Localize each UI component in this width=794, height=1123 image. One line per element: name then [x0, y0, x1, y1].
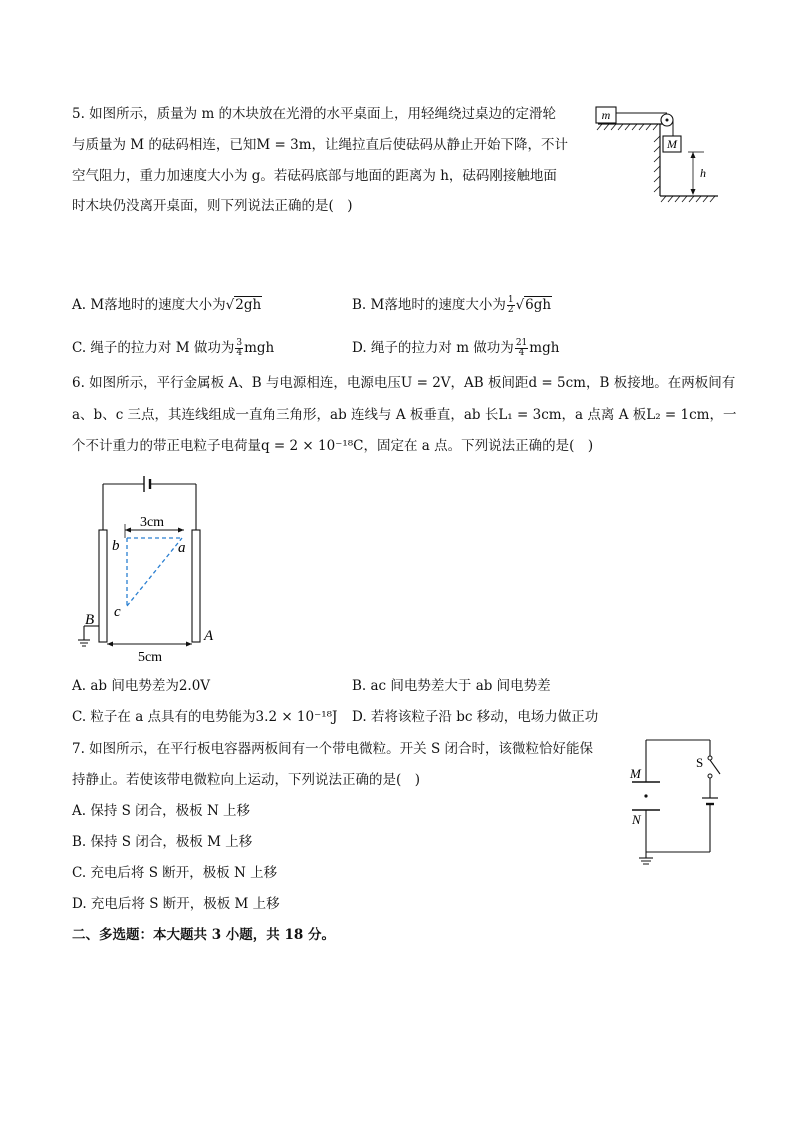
- q6-capacitor-figure: [70, 468, 230, 668]
- q5-label-M: M: [667, 137, 677, 151]
- q5-option-b[interactable]: B. M落地时的速度大小为 $\frac{1}{2}$ √6gh: [352, 295, 552, 315]
- q5-line-1: 5. 如图所示，质量为 m 的木块放在光滑的水平桌面上，用轻绳绕过桌边的定滑轮: [72, 106, 557, 122]
- q6-label-3cm: 3cm: [139, 515, 165, 530]
- q7-option-d[interactable]: D. 充电后将 S 断开，极板 M 上移: [72, 896, 280, 912]
- q6-option-c[interactable]: C. 粒子在 a 点具有的电势能为3.2 × 10⁻¹⁸J: [72, 709, 338, 725]
- q5-label-m: m: [601, 108, 611, 122]
- q6-line-2: a、b、c 三点，其连线组成一直角三角形，ab 连线与 A 板垂直，ab 长L₁ = 3cm，a 点离 A 板L₂ = 1cm，一: [72, 407, 737, 423]
- q6-line-3: 个不计重力的带正电粒子电荷量q = 2 × 10⁻¹⁸C，固定在 a 点。下列说法正确的是( ): [72, 438, 594, 454]
- q7-line-1: 7. 如图所示，在平行板电容器两板间有一个带电微粒。开关 S 闭合时，该微粒恰好能保: [72, 741, 594, 757]
- q7-label-M: M: [630, 766, 641, 781]
- q6-option-b[interactable]: B. ac 间电势差大于 ab 间电势差: [352, 678, 551, 694]
- q6-line-1: 6. 如图所示，平行金属板 A、B 与电源相连，电源电压U = 2V，AB 板间距d = 5cm，B 板接地。在两板间有: [72, 375, 736, 391]
- q6-label-5cm: 5cm: [137, 650, 163, 665]
- q7-option-c[interactable]: C. 充电后将 S 断开，极板 N 上移: [72, 865, 278, 881]
- q5-line-3: 空气阻力，重力加速度大小为 g。若砝码底部与地面的距离为 h，砝码刚接触地面: [72, 168, 557, 184]
- q7-label-N: N: [632, 812, 641, 827]
- q6-label-b: b: [112, 538, 120, 554]
- q7-label-S: S: [696, 755, 704, 770]
- q5-line-2: 与质量为 M 的砝码相连，已知M = 3m，让绳拉直后使砝码从静止开始下降，不计: [72, 137, 569, 153]
- q7-option-a[interactable]: A. 保持 S 闭合，极板 N 上移: [72, 803, 251, 819]
- q6-label-c: c: [114, 604, 121, 620]
- section-2-header: 二、多选题：本大题共 3 小题，共 18 分。: [72, 927, 335, 943]
- q6-label-A: A: [204, 628, 214, 644]
- q5-option-a[interactable]: A. M落地时的速度大小为√2gh: [72, 297, 262, 313]
- q5-pulley-figure: [592, 100, 732, 210]
- q5-option-d[interactable]: D. 绳子的拉力对 m 做功为 $\frac{21}{4}$ mgh: [352, 338, 560, 358]
- q7-circuit-figure: [620, 734, 730, 874]
- q6-label-B: B: [85, 612, 95, 628]
- q5-label-h: h: [700, 166, 706, 180]
- q5-line-4: 时木块仍没离开桌面，则下列说法正确的是( ): [72, 198, 353, 214]
- q7-option-b[interactable]: B. 保持 S 闭合，极板 M 上移: [72, 834, 253, 850]
- q5-option-c[interactable]: C. 绳子的拉力对 M 做功为 $\frac{3}{4}$ mgh: [72, 338, 275, 358]
- q6-option-d[interactable]: D. 若将该粒子沿 bc 移动，电场力做正功: [352, 709, 599, 725]
- q7-line-2: 持静止。若使该带电微粒向上运动，下列说法正确的是( ): [72, 772, 421, 788]
- q6-label-a: a: [178, 540, 186, 556]
- q6-option-a[interactable]: A. ab 间电势差为2.0V: [72, 678, 211, 694]
